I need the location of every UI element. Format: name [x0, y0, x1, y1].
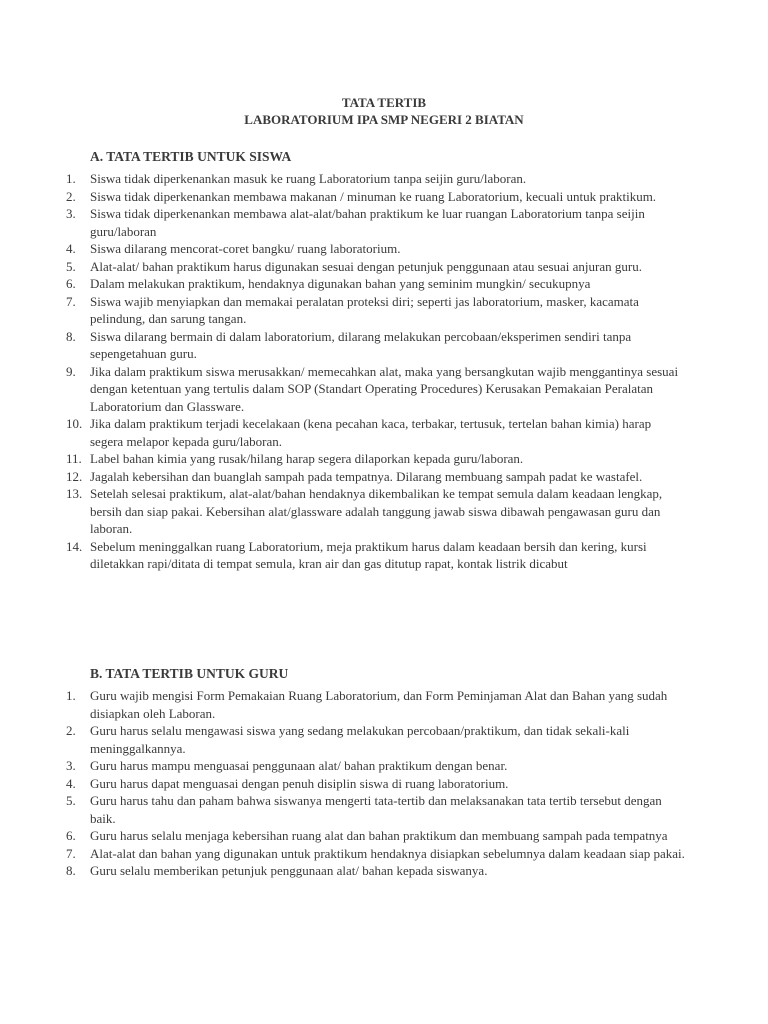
item-number: 12.: [66, 468, 83, 484]
item-number: 8.: [66, 863, 76, 878]
list-item: [66, 328, 686, 363]
item-number: 9.: [66, 363, 76, 379]
list-item: [66, 240, 686, 258]
list-item: [66, 845, 686, 863]
item-number: 1.: [66, 688, 76, 703]
item-text: Siswa dilarang bermain di dalam laboratorium, dilarang melakukan percobaan/eksperimen sendiri tanpa sepengetahuan guru.: [90, 328, 632, 361]
section-heading-students: A. TATA TERTIB UNTUK SISWA: [90, 149, 292, 164]
list-item: [66, 757, 686, 775]
list-item: [66, 687, 686, 722]
list-item: [66, 485, 686, 538]
list-item: [66, 205, 686, 240]
item-text: Guru wajib mengisi Form Pemakaian Ruang Laboratorium, dan Form Peminjaman Alat dan Bahan yang sudah disiapkan oleh Laboran.: [90, 688, 668, 721]
document-title: TATA TERTIB: [341, 95, 427, 110]
item-text: Siswa tidak diperkenankan membawa makanan / minuman ke ruang Laboratorium, kecuali untuk praktikum.: [90, 188, 657, 204]
item-text: Siswa dilarang mencorat-coret bangku/ ruang laboratorium.: [90, 241, 401, 256]
list-item: [66, 415, 686, 450]
item-number: 6.: [66, 276, 76, 291]
section-students: [66, 148, 686, 573]
item-number: 2.: [66, 723, 76, 738]
list-item: [66, 450, 686, 468]
item-text: Jika dalam praktikum terjadi kecelakaan (kena pecahan kaca, terbakar, tertusuk, tertelan bahan kimia) harap segera melapor kepada guru/laboran.: [90, 416, 652, 449]
item-text: Alat-alat/ bahan praktikum harus digunakan sesuai dengan petunjuk penggunaan atau sesuai anjuran guru.: [90, 258, 642, 274]
item-text: Guru harus selalu mengawasi siswa yang sedang melakukan percobaan/praktikum, dan tidak sekali-kali meninggalkannya.: [90, 723, 630, 756]
list-item: [66, 170, 686, 188]
item-number: 7.: [66, 293, 76, 309]
list-item: [66, 862, 686, 880]
item-number: 11.: [66, 451, 82, 466]
item-text: Siswa wajib menyiapkan dan memakai peralatan proteksi diri; seperti jas laboratorium, masker, kacamata pelindung, dan sarung tangan.: [90, 293, 639, 326]
item-text: Guru harus selalu menjaga kebersihan ruang alat dan bahan praktikum dan membuang sampah pada tempatnya: [90, 828, 668, 843]
item-number: 14.: [66, 538, 83, 554]
list-item: [66, 188, 686, 206]
document-subtitle: LABORATORIUM IPA SMP NEGERI 2 BIATAN: [244, 112, 524, 127]
item-text: Dalam melakukan praktikum, hendaknya digunakan bahan yang seminim mungkin/ secukupnya: [90, 276, 591, 291]
item-text: Siswa tidak diperkenankan masuk ke ruang Laboratorium tanpa seijin guru/laboran.: [90, 171, 527, 186]
item-number: 6.: [66, 828, 76, 843]
section-heading-teachers: B. TATA TERTIB UNTUK GURU: [90, 666, 289, 681]
item-text: Label bahan kimia yang rusak/hilang harap segera dilaporkan kepada guru/laboran.: [90, 451, 524, 466]
item-text: Guru harus tahu dan paham bahwa siswanya mengerti tata-tertib dan melaksanakan tata tertib tersebut dengan baik.: [90, 793, 662, 826]
item-text: Guru selalu memberikan petunjuk penggunaan alat/ bahan kepada siswanya.: [90, 863, 488, 878]
list-item: [66, 775, 686, 793]
list-item: [66, 363, 686, 416]
item-text: Jagalah kebersihan dan buanglah sampah pada tempatnya. Dilarang membuang sampah padat ke wastafel.: [90, 468, 643, 484]
item-text: Alat-alat dan bahan yang digunakan untuk praktikum hendaknya disiapkan sebelumnya dalam keadaan siap pakai.: [90, 845, 685, 861]
item-number: 3.: [66, 758, 76, 773]
list-item: [66, 792, 686, 827]
list-item: [66, 258, 686, 276]
item-text: Siswa tidak diperkenankan membawa alat-alat/bahan praktikum ke luar ruangan Laboratorium tanpa seijin guru/laboran: [90, 206, 645, 239]
section-teachers: [66, 665, 686, 880]
list-item: [66, 293, 686, 328]
rules-list-students: [66, 170, 686, 573]
item-text: Jika dalam praktikum siswa merusakkan/ memecahkan alat, maka yang bersangkutan wajib menggantinya sesuai dengan ketentuan yang tertulis dalam SOP (Standart Operating Procedures) Kerusakan Pemakaian Peralatan Laboratorium dan Glassware.: [90, 363, 679, 414]
item-number: 2.: [66, 188, 76, 204]
item-text: Guru harus mampu menguasai penggunaan alat/ bahan praktikum dengan benar.: [90, 758, 508, 773]
item-number: 13.: [66, 486, 83, 501]
item-number: 3.: [66, 206, 76, 221]
item-number: 7.: [66, 845, 76, 861]
item-number: 10.: [66, 416, 83, 431]
item-number: 4.: [66, 775, 76, 791]
list-item: [66, 538, 686, 573]
list-item: [66, 827, 686, 845]
item-text: Setelah selesai praktikum, alat-alat/bahan hendaknya dikembalikan ke tempat semula dalam keadaan lengkap, bersih dan siap pakai. Kebersihan alat/glassware adalah tanggung jawab siswa dibawah pengawasan guru dan laboran.: [90, 486, 663, 536]
item-number: 5.: [66, 793, 76, 808]
item-number: 4.: [66, 241, 76, 256]
list-item: [66, 722, 686, 757]
rules-list-teachers: [66, 687, 686, 880]
item-number: 8.: [66, 328, 76, 344]
item-number: 5.: [66, 258, 76, 274]
item-text: Sebelum meninggalkan ruang Laboratorium, meja praktikum harus dalam keadaan bersih dan kering, kursi diletakkan rapi/ditata di tempat semula, kran air dan gas ditutup rapat, kontak listrik dicabut: [90, 538, 647, 571]
list-item: [66, 468, 686, 486]
list-item: [66, 275, 686, 293]
item-text: Guru harus dapat menguasai dengan penuh disiplin siswa di ruang laboratorium.: [90, 775, 509, 791]
item-number: 1.: [66, 171, 76, 186]
